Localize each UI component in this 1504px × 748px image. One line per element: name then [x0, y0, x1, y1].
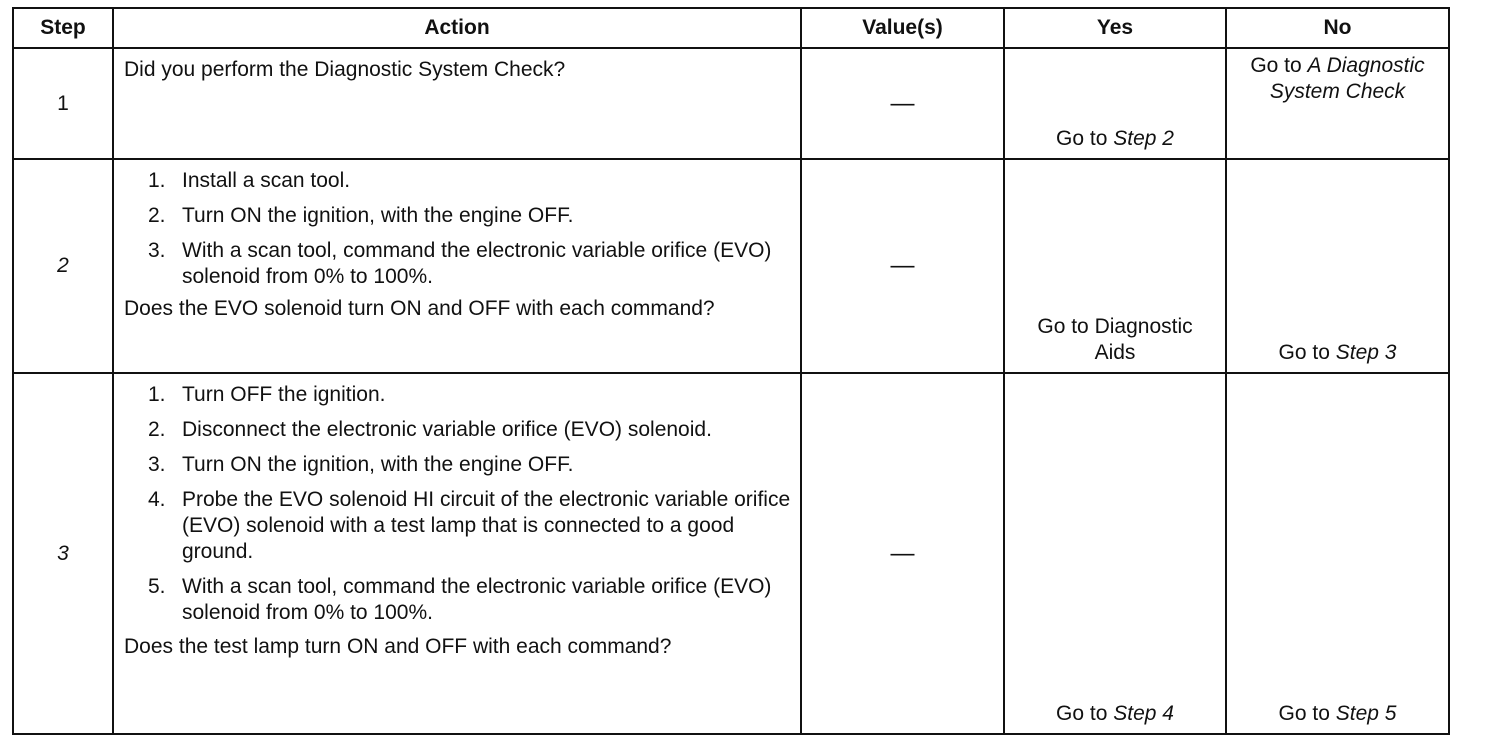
no-link[interactable]: A Diagnostic System Check: [1269, 54, 1425, 103]
header-step: Step: [13, 8, 113, 48]
action-steps: [124, 382, 792, 626]
action-step: [124, 168, 792, 194]
table-row: [13, 373, 1449, 734]
no-link[interactable]: Step 3: [1335, 341, 1397, 364]
step-num: 1.: [148, 169, 166, 192]
step-number-text: 2: [57, 254, 69, 277]
no-cell: [1226, 159, 1449, 373]
step-num: 3.: [148, 239, 166, 262]
no-cell: [1226, 48, 1449, 159]
action-question: Does the EVO solenoid turn ON and OFF with each command?: [124, 297, 715, 320]
action-cell: [113, 373, 801, 734]
step-text: Turn OFF the ignition.: [182, 383, 386, 406]
action-cell: [113, 159, 801, 373]
action-cell: [113, 48, 801, 159]
action-step: [124, 382, 792, 408]
step-num: 5.: [148, 575, 166, 598]
step-text: Install a scan tool.: [182, 169, 351, 192]
diagnostic-table: [12, 7, 1450, 735]
value-cell: —: [801, 159, 1004, 373]
step-num: 3.: [148, 453, 166, 476]
step-number: 1: [13, 48, 113, 159]
value-cell: —: [801, 48, 1004, 159]
no-prefix: Go to: [1278, 702, 1336, 725]
step-num: 4.: [148, 488, 166, 511]
step-text: With a scan tool, command the electronic variable orifice (EVO) solenoid from 0% to 100%.: [182, 239, 772, 288]
header-row: [13, 8, 1449, 48]
yes-cell: [1004, 48, 1226, 159]
step-text: Turn ON the ignition, with the engine OFF.: [182, 204, 574, 227]
no-prefix: Go to: [1250, 54, 1308, 77]
diagnostic-table-container: [12, 7, 1448, 735]
no-link[interactable]: Step 5: [1335, 702, 1397, 725]
no-prefix: Go to: [1278, 341, 1336, 364]
header-no: No: [1226, 8, 1449, 48]
value-cell: —: [801, 373, 1004, 734]
step-text: Probe the EVO solenoid HI circuit of the electronic variable orifice (EVO) solenoid with a test lamp that is connected to a good ground.: [182, 488, 791, 563]
header-values: Value(s): [801, 8, 1004, 48]
action-question: Did you perform the Diagnostic System Check?: [124, 58, 566, 81]
yes-prefix: Go to: [1056, 127, 1114, 150]
no-cell: [1226, 373, 1449, 734]
step-number-text: 3: [57, 541, 69, 565]
step-text: Turn ON the ignition, with the engine OFF.: [182, 453, 574, 476]
action-step: [124, 574, 792, 626]
step-number: [13, 159, 113, 373]
yes-link[interactable]: Step 2: [1113, 127, 1174, 150]
action-step: [124, 487, 792, 565]
step-num: 2.: [148, 204, 166, 227]
header-yes: Yes: [1004, 8, 1226, 48]
yes-cell: [1004, 373, 1226, 734]
table-row: [13, 48, 1449, 159]
yes-prefix: Go to: [1056, 702, 1114, 725]
step-text: With a scan tool, command the electronic variable orifice (EVO) solenoid from 0% to 100%.: [182, 575, 772, 624]
step-num: 1.: [148, 383, 166, 406]
action-step: [124, 417, 792, 443]
step-text: Disconnect the electronic variable orifice (EVO) solenoid.: [182, 418, 712, 441]
action-question: Does the test lamp turn ON and OFF with each command?: [124, 635, 672, 658]
action-step: [124, 203, 792, 229]
yes-link[interactable]: Go to Diagnostic Aids: [1037, 315, 1193, 364]
action-step: [124, 452, 792, 478]
action-steps: [124, 168, 792, 290]
yes-link[interactable]: Step 4: [1113, 702, 1174, 725]
header-action: Action: [113, 8, 801, 48]
step-num: 2.: [148, 418, 166, 441]
action-step: [124, 238, 792, 290]
yes-cell: [1004, 159, 1226, 373]
step-number: [13, 373, 113, 734]
table-row: [13, 159, 1449, 373]
